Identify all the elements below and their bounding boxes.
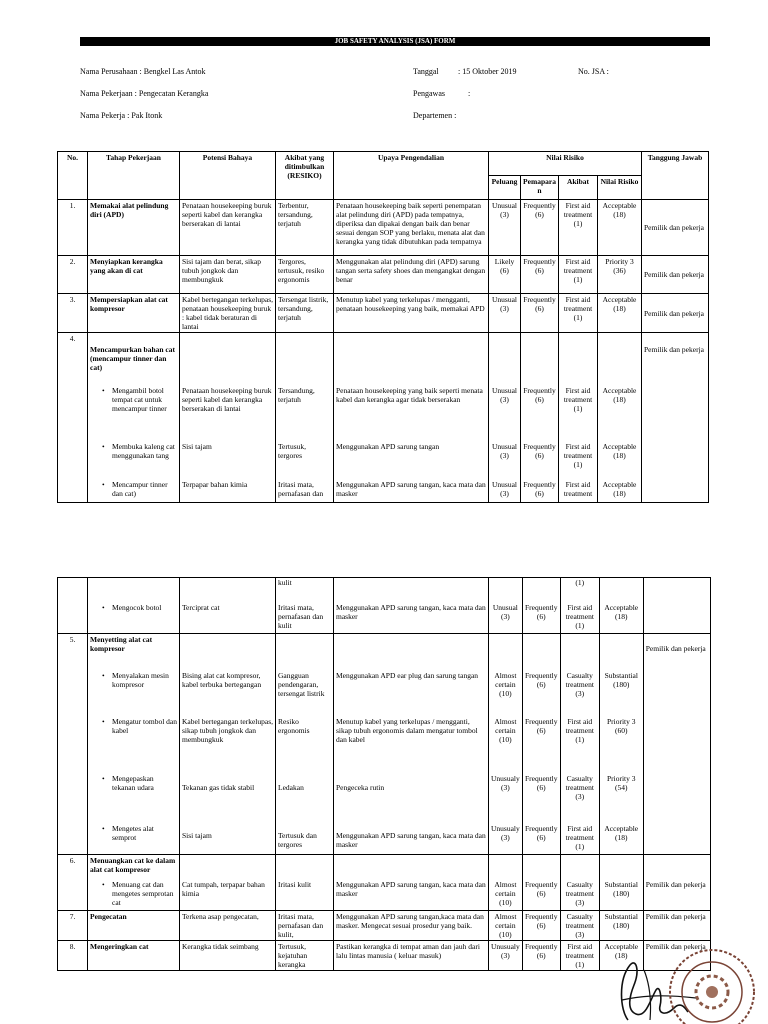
header-tanggung: Tanggung Jawab <box>642 152 709 200</box>
row-akibat: Tersengat listrik, tersandung, terjatuh <box>276 294 334 333</box>
row-akibat: Ledakan <box>276 773 334 823</box>
row-no: 6. <box>58 855 88 879</box>
row-akibat-nilai: Casualty treatment (3) <box>560 879 599 911</box>
row-akibat: Resiko ergonomis <box>276 716 334 773</box>
no-jsa: No. JSA : <box>578 67 609 76</box>
row-peluang: Unusual (3) <box>489 385 521 441</box>
row-peluang: Unusual (3) <box>489 200 521 256</box>
row-akibat: Tergores, tertusuk, resiko ergonomis <box>276 256 334 294</box>
nama-pekerja: Nama Pekerja : Pak Itonk <box>80 111 163 120</box>
row-pemaparan: Frequently (6) <box>522 911 560 941</box>
row-peluang: Unusual (3) <box>489 294 521 333</box>
row-tahap: Mengepaskan tekanan udara <box>112 773 154 792</box>
header-upaya: Upaya Pengendalian <box>334 152 489 200</box>
row-nilai: Acceptable (18) <box>599 602 643 634</box>
row-tahap: Membuka kaleng cat menggunakan tang <box>112 441 175 460</box>
table-row <box>58 634 711 670</box>
row-nilai: Acceptable (18) <box>598 200 642 256</box>
row-pemaparan: Frequently (6) <box>521 256 559 294</box>
row-no: 8. <box>58 941 88 971</box>
row-upaya: Menggunakan APD sarung tangan, kaca mata dan masker <box>334 602 489 634</box>
form-title: JOB SAFETY ANALYSIS (JSA) FORM <box>80 37 710 46</box>
row-tahap: Menuangkan cat ke dalam alat cat kompresor <box>88 855 180 879</box>
tanggal-value: : 15 Oktober 2019 <box>458 67 517 76</box>
row-akibat-nilai: First aid treatment (1) <box>560 941 599 971</box>
row-pemaparan: Frequently (6) <box>521 479 559 503</box>
row-potensi: Terciprat cat <box>180 602 276 634</box>
row-akibat: Iritasi mata, pernafasan dan kulit <box>276 602 334 634</box>
header-akibat-sub: Akibat <box>559 176 598 200</box>
header-pemaparan: Pemapara n <box>521 176 559 200</box>
bullet-icon: • <box>102 441 105 451</box>
row-tanggung: Pemilik dan pekerja <box>643 879 710 911</box>
nama-pekerjaan: Nama Pekerjaan : Pengecatan Kerangka <box>80 89 209 98</box>
row-tahap: Mencampurkan bahan cat (mencampur tinner dan cat) <box>88 333 180 385</box>
bullet-icon: • <box>102 879 105 889</box>
header-nilai-risiko: Nilai Risiko <box>598 176 642 200</box>
table-row <box>58 479 709 503</box>
table-row <box>58 911 711 941</box>
row-akibat-nilai: First aid treatment (1) <box>559 294 598 333</box>
row-nilai: Priority 3 (60) <box>599 716 643 773</box>
row-pemaparan: Frequently (6) <box>522 879 560 911</box>
row-peluang: Unusual (3) <box>489 441 521 479</box>
table-row <box>58 716 711 773</box>
row-no: 1. <box>58 200 88 256</box>
row-upaya: Menggunakan APD sarung tangan,kaca mata dan masker. Mengecat sesuai prosedur yang baik. <box>334 911 489 941</box>
row-nilai: Acceptable (18) <box>598 479 642 503</box>
row-tanggung: Pemilik dan pekerja <box>643 911 710 941</box>
row-akibat: Tertusuk, tergores <box>276 441 334 479</box>
table-row <box>58 294 709 333</box>
row-akibat-nilai: Casualty treatment (3) <box>560 773 599 823</box>
row-potensi: Cat tumpah, terpapar bahan kimia <box>180 879 276 911</box>
table-row <box>58 855 711 879</box>
row-nilai: Substantial (180) <box>599 670 643 716</box>
row-potensi: Sisi tajam dan berat, sikap tubuh jongkok dan membungkuk <box>180 256 276 294</box>
row-tanggung: Pemilik dan pekerja <box>642 333 709 385</box>
row-upaya: Menggunakan APD ear plug dan sarung tangan <box>334 670 489 716</box>
row-peluang: Unusualy (3) <box>489 773 523 823</box>
row-no: 2. <box>58 256 88 294</box>
row-akibat: Tersandung, terjatuh <box>276 385 334 441</box>
pengawas-label: Pengawas <box>413 89 445 98</box>
nama-perusahaan: Nama Perusahaan : Bengkel Las Antok <box>80 67 206 76</box>
row-peluang: Almost certain (10) <box>489 716 523 773</box>
row-pemaparan: Frequently (6) <box>522 602 560 634</box>
row-upaya: Menggunakan alat pelindung diri (APD) sarung tangan serta safety shoes dan mengangkat dengan benar <box>334 256 489 294</box>
row-potensi: Penataan housekeeping buruk seperti kabel dan kerangka berserakan di lantai <box>180 200 276 256</box>
row-akibat-nilai: (1) <box>560 578 599 602</box>
bullet-icon: • <box>102 670 105 680</box>
row-akibat-nilai: First aid treatment (1) <box>559 256 598 294</box>
row-akibat: Tertusuk, kejatuhan kerangka <box>276 941 334 971</box>
row-upaya: Menggunakan APD sarung tangan, kaca mata dan masker <box>334 479 489 503</box>
row-potensi: Tekanan gas tidak stabil <box>180 773 276 823</box>
row-nilai: Acceptable (18) <box>598 385 642 441</box>
row-nilai: Acceptable (18) <box>598 294 642 333</box>
row-tahap: Menyetting alat cat kompresor <box>88 634 180 670</box>
bullet-icon: • <box>102 602 105 612</box>
table-row <box>58 879 711 911</box>
row-upaya: Menutup kabel yang terkelupas / mengganti, penataan housekeeping yang baik, memakai APD <box>334 294 489 333</box>
row-akibat-nilai: Casualty treatment (3) <box>560 911 599 941</box>
bullet-icon: • <box>102 716 105 726</box>
table-row <box>58 602 711 634</box>
row-peluang: Unusualy (3) <box>489 941 523 971</box>
row-peluang: Almost certain (10) <box>489 879 523 911</box>
table-row <box>58 773 711 823</box>
row-akibat-nilai: First aid treatment (1) <box>560 602 599 634</box>
row-akibat: Iritasi mata, pernafasan dan <box>276 479 334 503</box>
row-akibat: Tertusuk dan tergores <box>276 823 334 855</box>
table-row <box>58 578 711 602</box>
header-tahap: Tahap Pekerjaan <box>88 152 180 200</box>
header-akibat: Akibat yang ditimbulkan (RESIKO) <box>276 152 334 200</box>
row-akibat: Iritasi kulit <box>276 879 334 911</box>
row-tahap: Mengatur tombol dan kabel <box>112 716 177 735</box>
row-tahap: Menuang cat dan mengetes semprotan cat <box>112 879 174 907</box>
row-tahap: Mengetes alat semprot <box>112 823 154 842</box>
row-akibat-nilai: First aid treatment <box>559 479 598 503</box>
row-no: 3. <box>58 294 88 333</box>
row-potensi: Bising alat cat kompresor, kabel terbuka bertegangan <box>180 670 276 716</box>
row-peluang: Unusual (3) <box>489 479 521 503</box>
row-akibat: Iritasi mata, pernafasan dan kulit, <box>276 911 334 941</box>
row-tanggung: Pemilik dan pekerja <box>642 256 709 294</box>
row-tanggung: Pemilik dan pekerja <box>642 294 709 333</box>
row-nilai: Acceptable (18) <box>599 941 643 971</box>
table-row <box>58 823 711 855</box>
header-no: No. <box>58 152 88 200</box>
row-pemaparan: Frequently (6) <box>522 670 560 716</box>
row-akibat-nilai: First aid treatment (1) <box>559 441 598 479</box>
bullet-icon: • <box>102 385 105 395</box>
bullet-icon: • <box>102 773 105 783</box>
table-row <box>58 385 709 441</box>
row-potensi: Kerangka tidak seimbang <box>180 941 276 971</box>
row-potensi: Kabel bertegangan terkelupas, penataan housekeeping buruk : kabel tidak beraturan di lantai <box>180 294 276 333</box>
row-peluang: Almost certain (10) <box>489 911 523 941</box>
row-tahap: Pengecatan <box>88 911 180 941</box>
row-tahap: Mengocok botol <box>112 602 162 612</box>
row-pemaparan: Frequently (6) <box>521 200 559 256</box>
row-nilai: Acceptable (18) <box>598 441 642 479</box>
bullet-icon: • <box>102 823 105 833</box>
row-tahap: Memakai alat pelindung diri (APD) <box>88 200 180 256</box>
table-row <box>58 333 709 385</box>
tanggal-label: Tanggal <box>413 67 439 76</box>
row-tanggung: Pemilik dan pekerja <box>642 200 709 256</box>
row-nilai: Priority 3 (36) <box>598 256 642 294</box>
company-stamp-icon <box>650 930 760 1024</box>
row-tahap: Mencampur tinner dan cat) <box>112 479 168 498</box>
row-tahap: Mengeringkan cat <box>88 941 180 971</box>
row-nilai: Priority 3 (54) <box>599 773 643 823</box>
row-nilai: Acceptable (18) <box>599 823 643 855</box>
row-upaya: Menggunakan APD sarung tangan <box>334 441 489 479</box>
jsa-table-page2 <box>57 577 711 971</box>
row-tahap: Menyiapkan kerangka yang akan di cat <box>88 256 180 294</box>
row-no: 5. <box>58 634 88 670</box>
row-no: 7. <box>58 911 88 941</box>
row-pemaparan: Frequently (6) <box>522 773 560 823</box>
row-pemaparan: Frequently (6) <box>521 294 559 333</box>
row-upaya: Pastikan kerangka di tempat aman dan jauh dari lalu lintas manusia ( keluar masuk) <box>334 941 489 971</box>
row-potensi: Terpapar bahan kimia <box>180 479 276 503</box>
row-pemaparan: Frequently (6) <box>522 941 560 971</box>
row-peluang: Unusualy (3) <box>489 823 523 855</box>
row-nilai: Substantial (180) <box>599 879 643 911</box>
departemen: Departemen : <box>413 111 457 120</box>
table-row <box>58 441 709 479</box>
table-row <box>58 200 709 256</box>
row-akibat-nilai: First aid treatment (1) <box>560 823 599 855</box>
row-upaya: Penataan housekeeping yang baik seperti menata kabel dan kerangka agar tidak berserakan <box>334 385 489 441</box>
row-pemaparan: Frequently (6) <box>521 441 559 479</box>
row-upaya: Menggunakan APD sarung tangan, kaca mata dan masker <box>334 823 489 855</box>
row-tanggung: Pemilik dan pekerja <box>643 634 710 670</box>
row-upaya: Pengeceka rutin <box>334 773 489 823</box>
row-peluang: Unusual (3) <box>489 602 523 634</box>
row-potensi: Terkena asap pengecatan, <box>180 911 276 941</box>
row-pemaparan: Frequently (6) <box>522 716 560 773</box>
row-tanggung: Pemilik dan pekerja <box>643 941 710 971</box>
row-upaya: Menutup kabel yang terkelupas / mengganti, sikap tubuh ergonomis dalam mengatur tombol dan kabel <box>334 716 489 773</box>
header-nilai: Nilai Risiko <box>489 152 642 176</box>
pengawas-value: : <box>468 89 471 98</box>
row-tahap: Menyalakan mesin kompresor <box>112 670 169 689</box>
row-upaya: Penataan housekeeping baik seperti penempatan alat pelindung diri (APD) pada tempatnya, diperiksa dan dipakai dengan baik dan benar sesuai dengan SOP yang berlaku, menata alat dan kerangka yang tidak dibutuhkan pada tempatnya <box>334 200 489 256</box>
row-potensi: Sisi tajam <box>180 441 276 479</box>
row-tahap: Mempersiapkan alat cat kompresor <box>88 294 180 333</box>
row-akibat-nilai: First aid treatment (1) <box>559 200 598 256</box>
jsa-table-page1 <box>57 151 709 503</box>
row-potensi: Kabel bertegangan terkelupas, sikap tubuh jongkok dan membungkuk <box>180 716 276 773</box>
row-nilai: Substantial (180) <box>599 911 643 941</box>
row-no: 4. <box>58 333 88 385</box>
table-row <box>58 670 711 716</box>
header-potensi: Potensi Bahaya <box>180 152 276 200</box>
row-akibat: Terbentur, tersandung, terjatuh <box>276 200 334 256</box>
row-akibat-nilai: First aid treatment (1) <box>559 385 598 441</box>
row-peluang: Likely (6) <box>489 256 521 294</box>
row-pemaparan: Frequently (6) <box>521 385 559 441</box>
row-peluang: Almost certain (10) <box>489 670 523 716</box>
row-upaya: Menggunakan APD sarung tangan, kaca mata dan masker <box>334 879 489 911</box>
row-potensi: Penataan housekeeping buruk seperti kabel dan kerangka berserakan di lantai <box>180 385 276 441</box>
row-akibat: Gangguan pendengaran, tersengat listrik <box>276 670 334 716</box>
row-potensi: Sisi tajam <box>180 823 276 855</box>
table-row <box>58 256 709 294</box>
row-akibat-nilai: First aid treatment (1) <box>560 716 599 773</box>
row-pemaparan: Frequently (6) <box>522 823 560 855</box>
header-peluang: Peluang <box>489 176 521 200</box>
row-akibat: kulit <box>276 578 334 602</box>
bullet-icon: • <box>102 479 105 489</box>
row-akibat-nilai: Casualty treatment (3) <box>560 670 599 716</box>
row-tahap: Mengambil botol tempat cat untuk mencampur tinner <box>112 385 167 413</box>
